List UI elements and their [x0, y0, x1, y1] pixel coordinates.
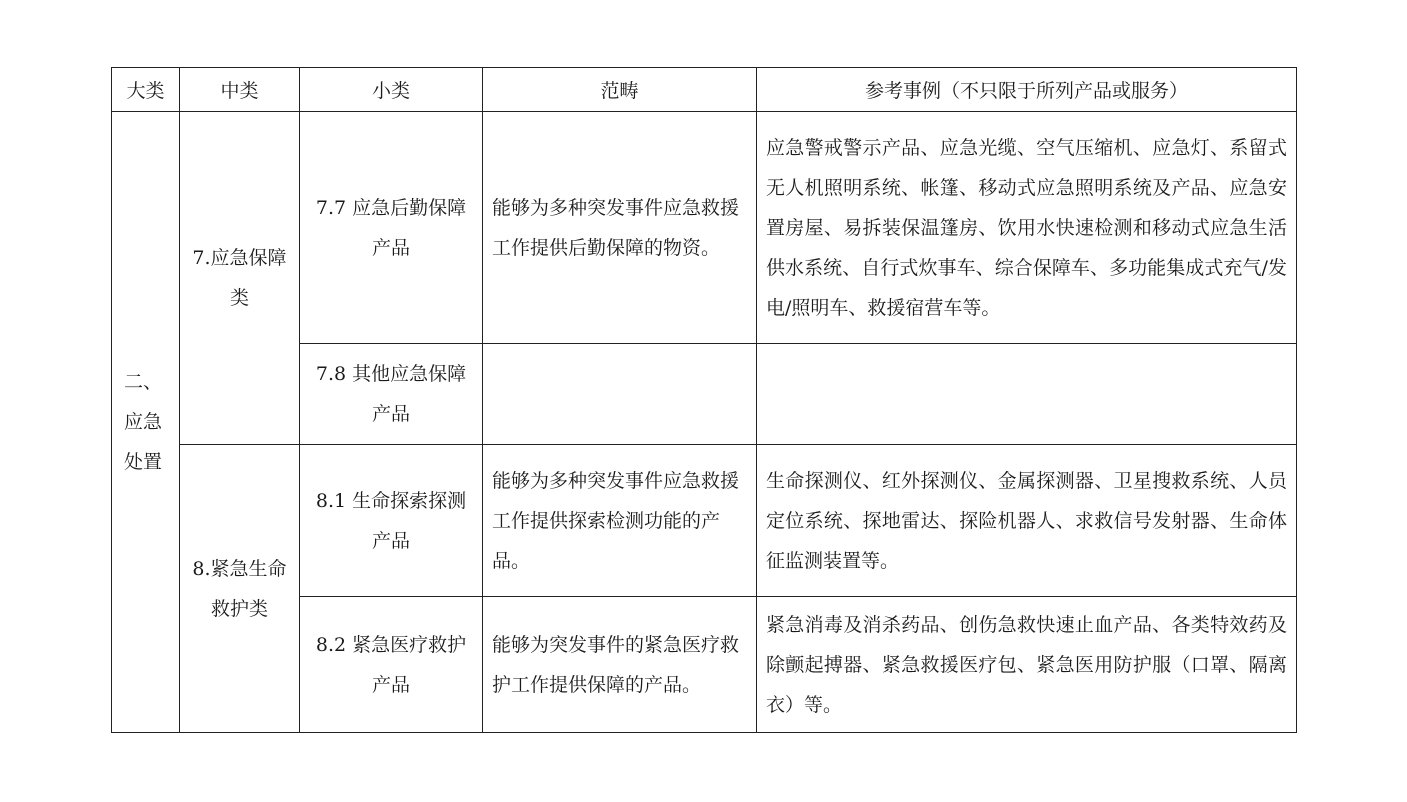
- middle-category-cell: 8.紧急生命救护类: [180, 445, 300, 733]
- header-scope: 范畴: [483, 68, 757, 112]
- major-category-line: 应急: [124, 411, 163, 433]
- header-middle: 中类: [180, 68, 300, 112]
- examples-cell: 紧急消毒及消杀药品、创伤急救快速止血产品、各类特效药及除颤起搏器、紧急救援医疗包、紧急医用防护服（口罩、隔离衣）等。: [757, 597, 1297, 733]
- scope-cell: 能够为多种突发事件应急救援工作提供后勤保障的物资。: [483, 112, 757, 344]
- category-table: [111, 67, 1297, 733]
- minor-category-cell: 7.7 应急后勤保障产品: [300, 112, 483, 344]
- scope-cell: 能够为突发事件的紧急医疗救护工作提供保障的产品。: [483, 597, 757, 733]
- middle-category-cell: 7.应急保障类: [180, 112, 300, 445]
- major-category-line: 处置: [124, 451, 163, 473]
- examples-cell: [757, 344, 1297, 445]
- header-major: 大类: [112, 68, 180, 112]
- examples-cell: 应急警戒警示产品、应急光缆、空气压缩机、应急灯、系留式无人机照明系统、帐篷、移动式应急照明系统及产品、应急安置房屋、易拆装保温篷房、饮用水快速检测和移动式应急生活供水系统、自行式炊事车、综合保障车、多功能集成式充气/发电/照明车、救援宿营车等。: [757, 112, 1297, 344]
- major-category-cell: [112, 112, 180, 733]
- table-row: [112, 445, 1297, 597]
- scope-cell: 能够为多种突发事件应急救援工作提供探索检测功能的产品。: [483, 445, 757, 597]
- header-minor: 小类: [300, 68, 483, 112]
- header-row: [112, 68, 1297, 112]
- header-examples: 参考事例（不只限于所列产品或服务）: [757, 68, 1297, 112]
- scope-cell: [483, 344, 757, 445]
- minor-category-cell: 7.8 其他应急保障产品: [300, 344, 483, 445]
- minor-category-cell: 8.2 紧急医疗救护产品: [300, 597, 483, 733]
- minor-category-cell: 8.1 生命探索探测产品: [300, 445, 483, 597]
- examples-cell: 生命探测仪、红外探测仪、金属探测器、卫星搜救系统、人员定位系统、探地雷达、探险机器人、求救信号发射器、生命体征监测装置等。: [757, 445, 1297, 597]
- table-row: [112, 112, 1297, 344]
- major-category-line: 二、: [124, 371, 163, 393]
